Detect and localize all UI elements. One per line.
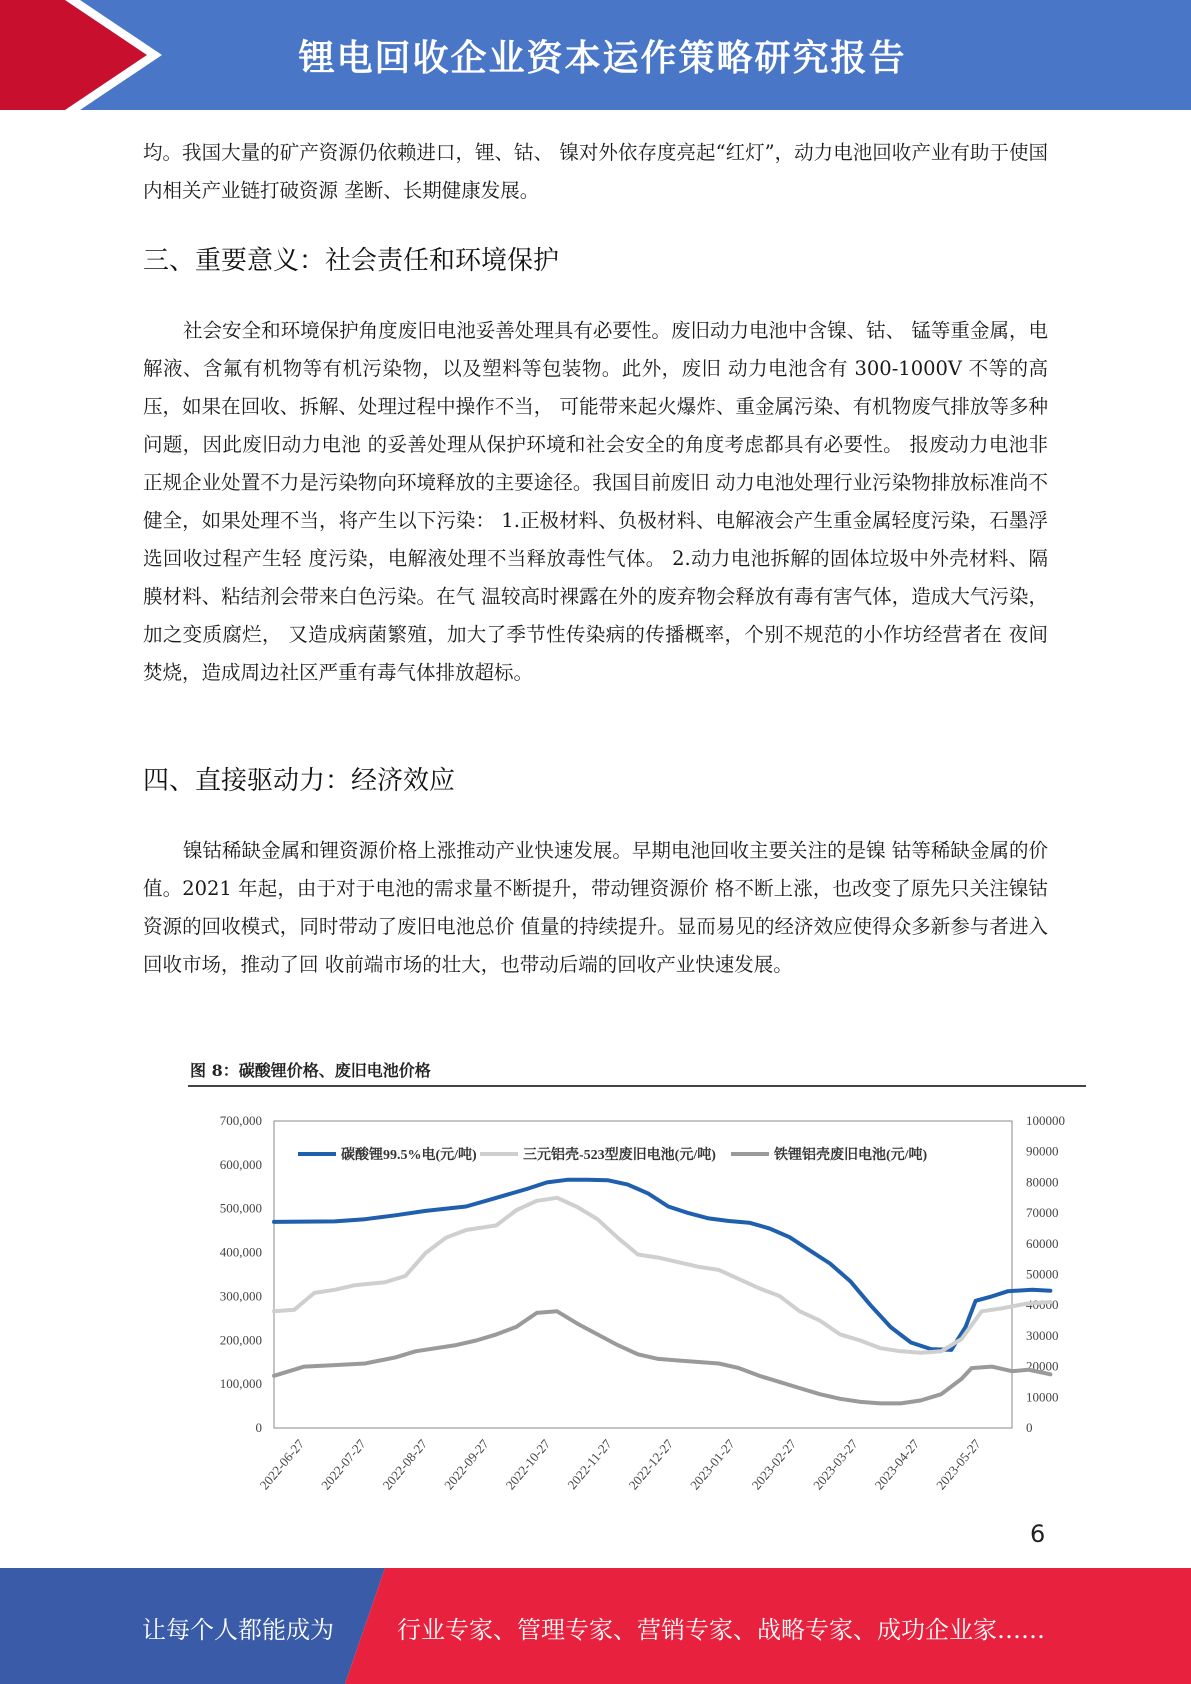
y-right-tick-label: 20000 [1026, 1358, 1059, 1374]
x-tick-label: 2022-07-27 [318, 1436, 369, 1493]
plot-frame [274, 1121, 1012, 1428]
legend-label: 碳酸锂99.5%电(元/吨) [341, 1148, 477, 1163]
footer-slogan-right: 行业专家、管理专家、营销专家、战略专家、成功企业家…… [397, 1616, 1045, 1644]
x-tick-label: 2022-06-27 [256, 1436, 308, 1493]
section-intro [143, 134, 1048, 210]
report-title: 锂电回收企业资本运作策略研究报告 [298, 37, 907, 79]
section-4-heading: 四、直接驱动力：经济效应 [143, 766, 456, 796]
footer-slogan-left: 让每个人都能成为 [142, 1616, 334, 1644]
y-right-tick-label: 30000 [1026, 1327, 1059, 1343]
section-3-heading-wrap [143, 240, 1048, 277]
x-tick-label: 2022-11-27 [564, 1436, 615, 1493]
page-number: 6 [1030, 1520, 1046, 1548]
intro-paragraph: 均。我国大量的矿产资源仍依赖进口，锂、钴、 镍对外依存度亮起“红灯”，动力电池回收产业有助于使国内相关产业链打破资源 垄断、长期健康发展。 [143, 141, 1048, 202]
y-right-tick-label: 70000 [1026, 1205, 1059, 1221]
y-right-tick-label: 0 [1026, 1420, 1033, 1435]
y-left-tick-label: 500,000 [219, 1200, 262, 1216]
section-3 [143, 312, 1048, 692]
x-tick-label: 2023-03-27 [810, 1436, 861, 1493]
figure-title: 图 8：碳酸锂价格、废旧电池价格 [190, 1061, 431, 1080]
series-line [274, 1180, 1050, 1350]
section-4 [143, 832, 1048, 984]
y-left-tick-label: 0 [255, 1420, 262, 1435]
series-line [274, 1311, 1050, 1403]
x-tick-label: 2022-08-27 [379, 1436, 431, 1493]
x-tick-label: 2022-09-27 [441, 1436, 492, 1493]
y-left-tick-label: 600,000 [219, 1156, 262, 1172]
x-tick-label: 2023-04-27 [871, 1436, 923, 1493]
y-right-tick-label: 80000 [1026, 1174, 1059, 1190]
legend-label: 铁锂铝壳废旧电池(元/吨) [774, 1148, 928, 1163]
y-left-tick-label: 100,000 [219, 1376, 262, 1392]
y-left-tick-label: 400,000 [219, 1244, 262, 1260]
x-tick-label: 2022-12-27 [625, 1436, 677, 1493]
page-header [0, 0, 1191, 110]
y-right-tick-label: 60000 [1026, 1235, 1059, 1251]
y-right-tick-label: 50000 [1026, 1266, 1059, 1282]
y-left-tick-label: 200,000 [219, 1332, 262, 1348]
section-3-paragraph: 社会安全和环境保护角度废旧电池妥善处理具有必要性。废旧动力电池中含镍、钴、 锰等重金属，电解液、含氟有机物等有机污染物，以及塑料等包装物。此外，废旧 动力电池含有 300-1000V 不等的高压，如果在回收、拆解、处理过程中操作不当， 可能带来起火爆炸、重金属污染、有机物废气排放等多种问题，因此废旧动力电池 的妥善处理从保护环境和社会安全的角度考虑都具有必要性。 报废动力电池非正规企业处置不力是污染物向环境释放的主要途径。我国目前废旧 动力电池处理行业污染物排放标准尚不健全，如果处理不当，将产生以下污染： 1.正极材料、负极材料、电解液会产生重金属轻度污染，石墨浮选回收过程产生轻 度污染，电解液处理不当释放毒性气体。 2.动力电池拆解的固体垃圾中外壳材料、隔膜材料、粘结剂会带来白色污染。在气 温较高时裸露在外的废弃物会释放有毒有害气体，造成大气污染，加之变质腐烂， 又造成病菌繁殖，加大了季节性传染病的传播概率，个别不规范的小作坊经营者在 夜间焚烧，造成周边社区严重有毒气体排放超标。 [143, 319, 1048, 684]
y-left-tick-label: 300,000 [219, 1288, 262, 1304]
legend-label: 三元铝壳-523型废旧电池(元/吨) [523, 1148, 716, 1163]
price-line-chart [188, 1090, 1088, 1520]
y-right-tick-label: 90000 [1026, 1143, 1059, 1159]
x-tick-label: 2023-05-27 [933, 1436, 984, 1493]
y-right-tick-label: 40000 [1026, 1297, 1059, 1313]
x-tick-label: 2023-01-27 [687, 1436, 738, 1493]
y-right-tick-label: 10000 [1026, 1389, 1059, 1405]
figure-rule [188, 1085, 1086, 1087]
y-left-tick-label: 700,000 [219, 1113, 262, 1128]
section-4-heading-wrap [143, 760, 1048, 797]
x-tick-label: 2023-02-27 [748, 1436, 800, 1493]
series-line [274, 1198, 1050, 1353]
x-tick-label: 2022-10-27 [502, 1436, 554, 1493]
section-3-heading: 三、重要意义：社会责任和环境保护 [143, 246, 560, 276]
y-right-tick-label: 100000 [1026, 1113, 1065, 1128]
section-4-paragraph: 镍钴稀缺金属和锂资源价格上涨推动产业快速发展。早期电池回收主要关注的是镍 钴等稀缺金属的价值。2021 年起，由于对于电池的需求量不断提升，带动锂资源价 格不断上涨，也改变了原先只关注镍钴资源的回收模式，同时带动了废旧电池总价 值量的持续提升。显而易见的经济效应使得众多新参与者进入回收市场，推动了回 收前端市场的壮大，也带动后端的回收产业快速发展。 [143, 839, 1048, 976]
